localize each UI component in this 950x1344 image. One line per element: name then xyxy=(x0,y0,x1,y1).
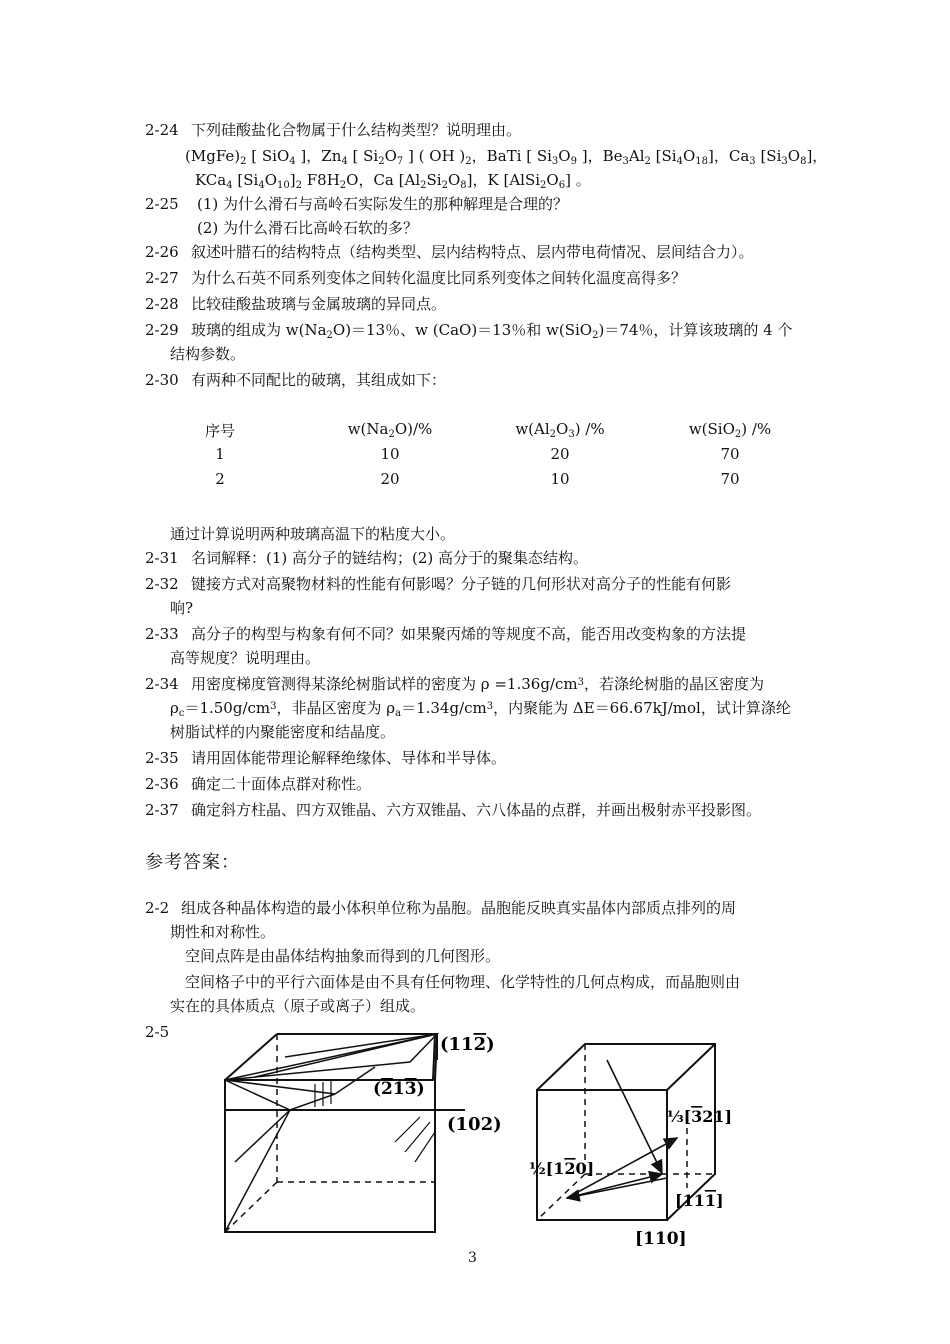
question-2-32: 2-32 键接方式对高聚物材料的性能有何影喝？分子链的几何形状对高分子的性能有何影 xyxy=(145,575,732,593)
question-2-26: 2-26 叙述叶腊石的结构特点（结构类型、层内结构特点、层内带电荷情况、层间结合力）。 xyxy=(145,243,754,261)
table-header-row xyxy=(170,420,810,442)
answers-heading: 参考答案： xyxy=(145,852,240,873)
direction-label-111: [111] xyxy=(675,1191,724,1210)
direction-label-321: ⅓[321] xyxy=(667,1107,733,1126)
formula-line-2: KCa$_4$ $[Si_4O_{10}]_2$ $F8H_2O$，Ca $[Al_2Si_2O_8]$，K $[AlSi_2O_6]$ 。 xyxy=(195,171,591,191)
document-page: 2-24 下列硅酸盐化合物属于什么结构类型？说明理由。 $(MgFe)_2$ [ SiO$_4$ ]，$Zn_4$ [ $Si_2O_7$ ] ( OH )$_2$，BaTi [ $Si_3O_9$ ]，$Be_3Al_2$ $[Si_4O_{18}]$，$Ca_3$ $[Si_3O_8]$， KCa$_4$ $[Si_4O_{10}]_2$ $F8H_2O$，Ca $[Al_2Si_2O_8]$，K $[AlSi_2O_6]$ 。 2-25 (1) 为什么滑石与高岭石实际发生的那种解理是合理的？ (2) 为什么滑石比高岭石软的多？ 2-26 叙述叶腊石的结构特点（结构类型、层内结构特点、层内带电荷情况、层间结合力）。 2-27 为什么石英不同系列变体之间转化温度比同系列变体之间转化温度高得多？ 2-28 比较硅酸盐玻璃与金属玻璃的异同点。 2-29 玻璃的组成为 $w(Na_2O)=13$％、w (CaO)＝13％和 w(SiO$_2$)＝74％，计算该玻璃的 4 个 结构参数。 2-30 有两种不同配比的破璃，其组成如下： 序号 $w(Na_2O)/\%$ $w(Al_2O_3)$ /% w(SiO$_2$) /% 1 10 20 70 2 20 10 70 通过计算说明两种玻璃高温下的粘度大小。 2-31 名词解释：(1) 高分子的链结构；(2) 高分于的聚集态结构。 2-32 键接方式对高聚物材料的性能有何影喝？分子链的几何形状对高分子的性能有何影 响? 2-33 高分子的构型与构象有何不同？如果聚丙烯的等规度不高，能否用改变构象的方法提 高等规度？说明理由。 2-34 用密度梯度管测得某涤纶树脂试样的密度为 $\rho =1.36g/cm^3$，若涤纶树脂的晶区密度为 $\rho_c=1.50g/cm^3$，非晶区密度为 $\rho_a=1.34g/cm^3$，内聚能为 ΔE＝66.67kJ/mol，试计算涤纶 树脂试样的内聚能密度和结晶度。 2-35 请用固体能带理论解释绝缘体、导体和半导体。 2-36 确定二十面体点群对称性。 2-37 确定斜方柱晶、四方双锥晶、六方双锥晶、六八体晶的点群，并画出极射赤平投影图。 参考答案： 2-2 组成各种晶体构造的最小体积单位称为晶胞。晶胞能反映真实晶体内部质点排列的周 期性和对称性。 空间点阵是由晶体结构抽象而得到的几何图形。 空间格子中的平行六面体是由不具有任何物理、化学特性的几何点构成，而晶胞则由 实在的具体质点（原子或离子）组成。 2-5 (112) (213) (102) ⅓[321] ½[120] [111] [110] 3 xyxy=(0,0,950,1344)
question-number: 2-24 xyxy=(145,121,179,139)
question-2-31: 2-31 名词解释：(1) 高分子的链结构；(2) 高分于的聚集态结构。 xyxy=(145,549,589,567)
table-row: 2 20 10 70 xyxy=(215,470,740,488)
table-header: 序号 xyxy=(204,422,235,440)
crystal-directions-figure xyxy=(527,1038,747,1250)
question-2-34: 2-34 用密度梯度管测得某涤纶树脂试样的密度为 $\rho =1.36g/cm^3$，若涤纶树脂的晶区密度为 xyxy=(145,675,764,693)
table-header: $w(Na_2O)/\%$ xyxy=(347,420,433,440)
plane-label-102: (102) xyxy=(447,1114,502,1135)
crystal-planes-svg xyxy=(215,1022,515,1240)
question-2-25-part2: (2) 为什么滑石比高岭石软的多？ xyxy=(197,219,419,237)
question-2-37: 2-37 确定斜方柱晶、四方双锥晶、六方双锥晶、六八体晶的点群，并画出极射赤平投影图。 xyxy=(145,801,762,819)
crystal-planes-figure xyxy=(215,1022,515,1240)
plane-label-213: (213) xyxy=(373,1079,425,1099)
table-header: $w(Al_2O_3)$ /% xyxy=(515,420,605,440)
plane-label-112: (112) xyxy=(440,1034,495,1055)
direction-label-120: ½[120] xyxy=(529,1159,595,1178)
question-text: 下列硅酸盐化合物属于什么结构类型？说明理由。 xyxy=(191,121,522,139)
question-2-33: 2-33 高分子的构型与构象有何不同？如果聚丙烯的等规度不高，能否用改变构象的方法提 xyxy=(145,625,747,643)
question-2-30: 2-30 有两种不同配比的破璃，其组成如下： xyxy=(145,371,447,389)
question-2-29: 2-29 玻璃的组成为 $w(Na_2O)=13$％、w (CaO)＝13％和 w(SiO$_2$)＝74％，计算该玻璃的 4 个 xyxy=(145,321,793,341)
question-2-29-line2: 结构参数。 xyxy=(170,345,246,363)
crystal-directions-svg xyxy=(527,1038,747,1250)
question-2-24 xyxy=(145,120,521,140)
question-2-35: 2-35 请用固体能带理论解释绝缘体、导体和半导体。 xyxy=(145,749,507,767)
cube-front-face xyxy=(225,1080,435,1232)
answer-2-2: 2-2 组成各种晶体构造的最小体积单位称为晶胞。晶胞能反映真实晶体内部质点排列的周 xyxy=(145,899,737,917)
page-number: 3 xyxy=(468,1250,477,1266)
question-2-34-line2: $\rho_c=1.50g/cm^3$，非晶区密度为 $\rho_a=1.34g/cm^3$，内聚能为 ΔE＝66.67kJ/mol，试计算涤纶 xyxy=(170,699,791,719)
table-row: 1 10 20 70 xyxy=(215,445,740,463)
answer-2-5: 2-5 xyxy=(145,1023,170,1041)
question-2-25: 2-25 (1) 为什么滑石与高岭石实际发生的那种解理是合理的？ xyxy=(145,195,569,213)
question-2-30-followup: 通过计算说明两种玻璃高温下的粘度大小。 xyxy=(170,525,456,543)
formula-line-1: $(MgFe)_2$ [ SiO$_4$ ]，$Zn_4$ [ $Si_2O_7$ ] ( OH )$_2$，BaTi [ $Si_3O_9$ ]，$Be_3Al_2$ $[Si_4O_{18}]$，$Ca_3$ $[Si_3O_8]$， xyxy=(185,147,828,167)
table-header: w(SiO$_2$) /% xyxy=(688,420,772,440)
question-2-28: 2-28 比较硅酸盐玻璃与金属玻璃的异同点。 xyxy=(145,295,447,313)
question-2-27: 2-27 为什么石英不同系列变体之间转化温度比同系列变体之间转化温度高得多？ xyxy=(145,269,687,287)
question-2-36: 2-36 确定二十面体点群对称性。 xyxy=(145,775,372,793)
direction-label-110: [110] xyxy=(635,1229,687,1249)
